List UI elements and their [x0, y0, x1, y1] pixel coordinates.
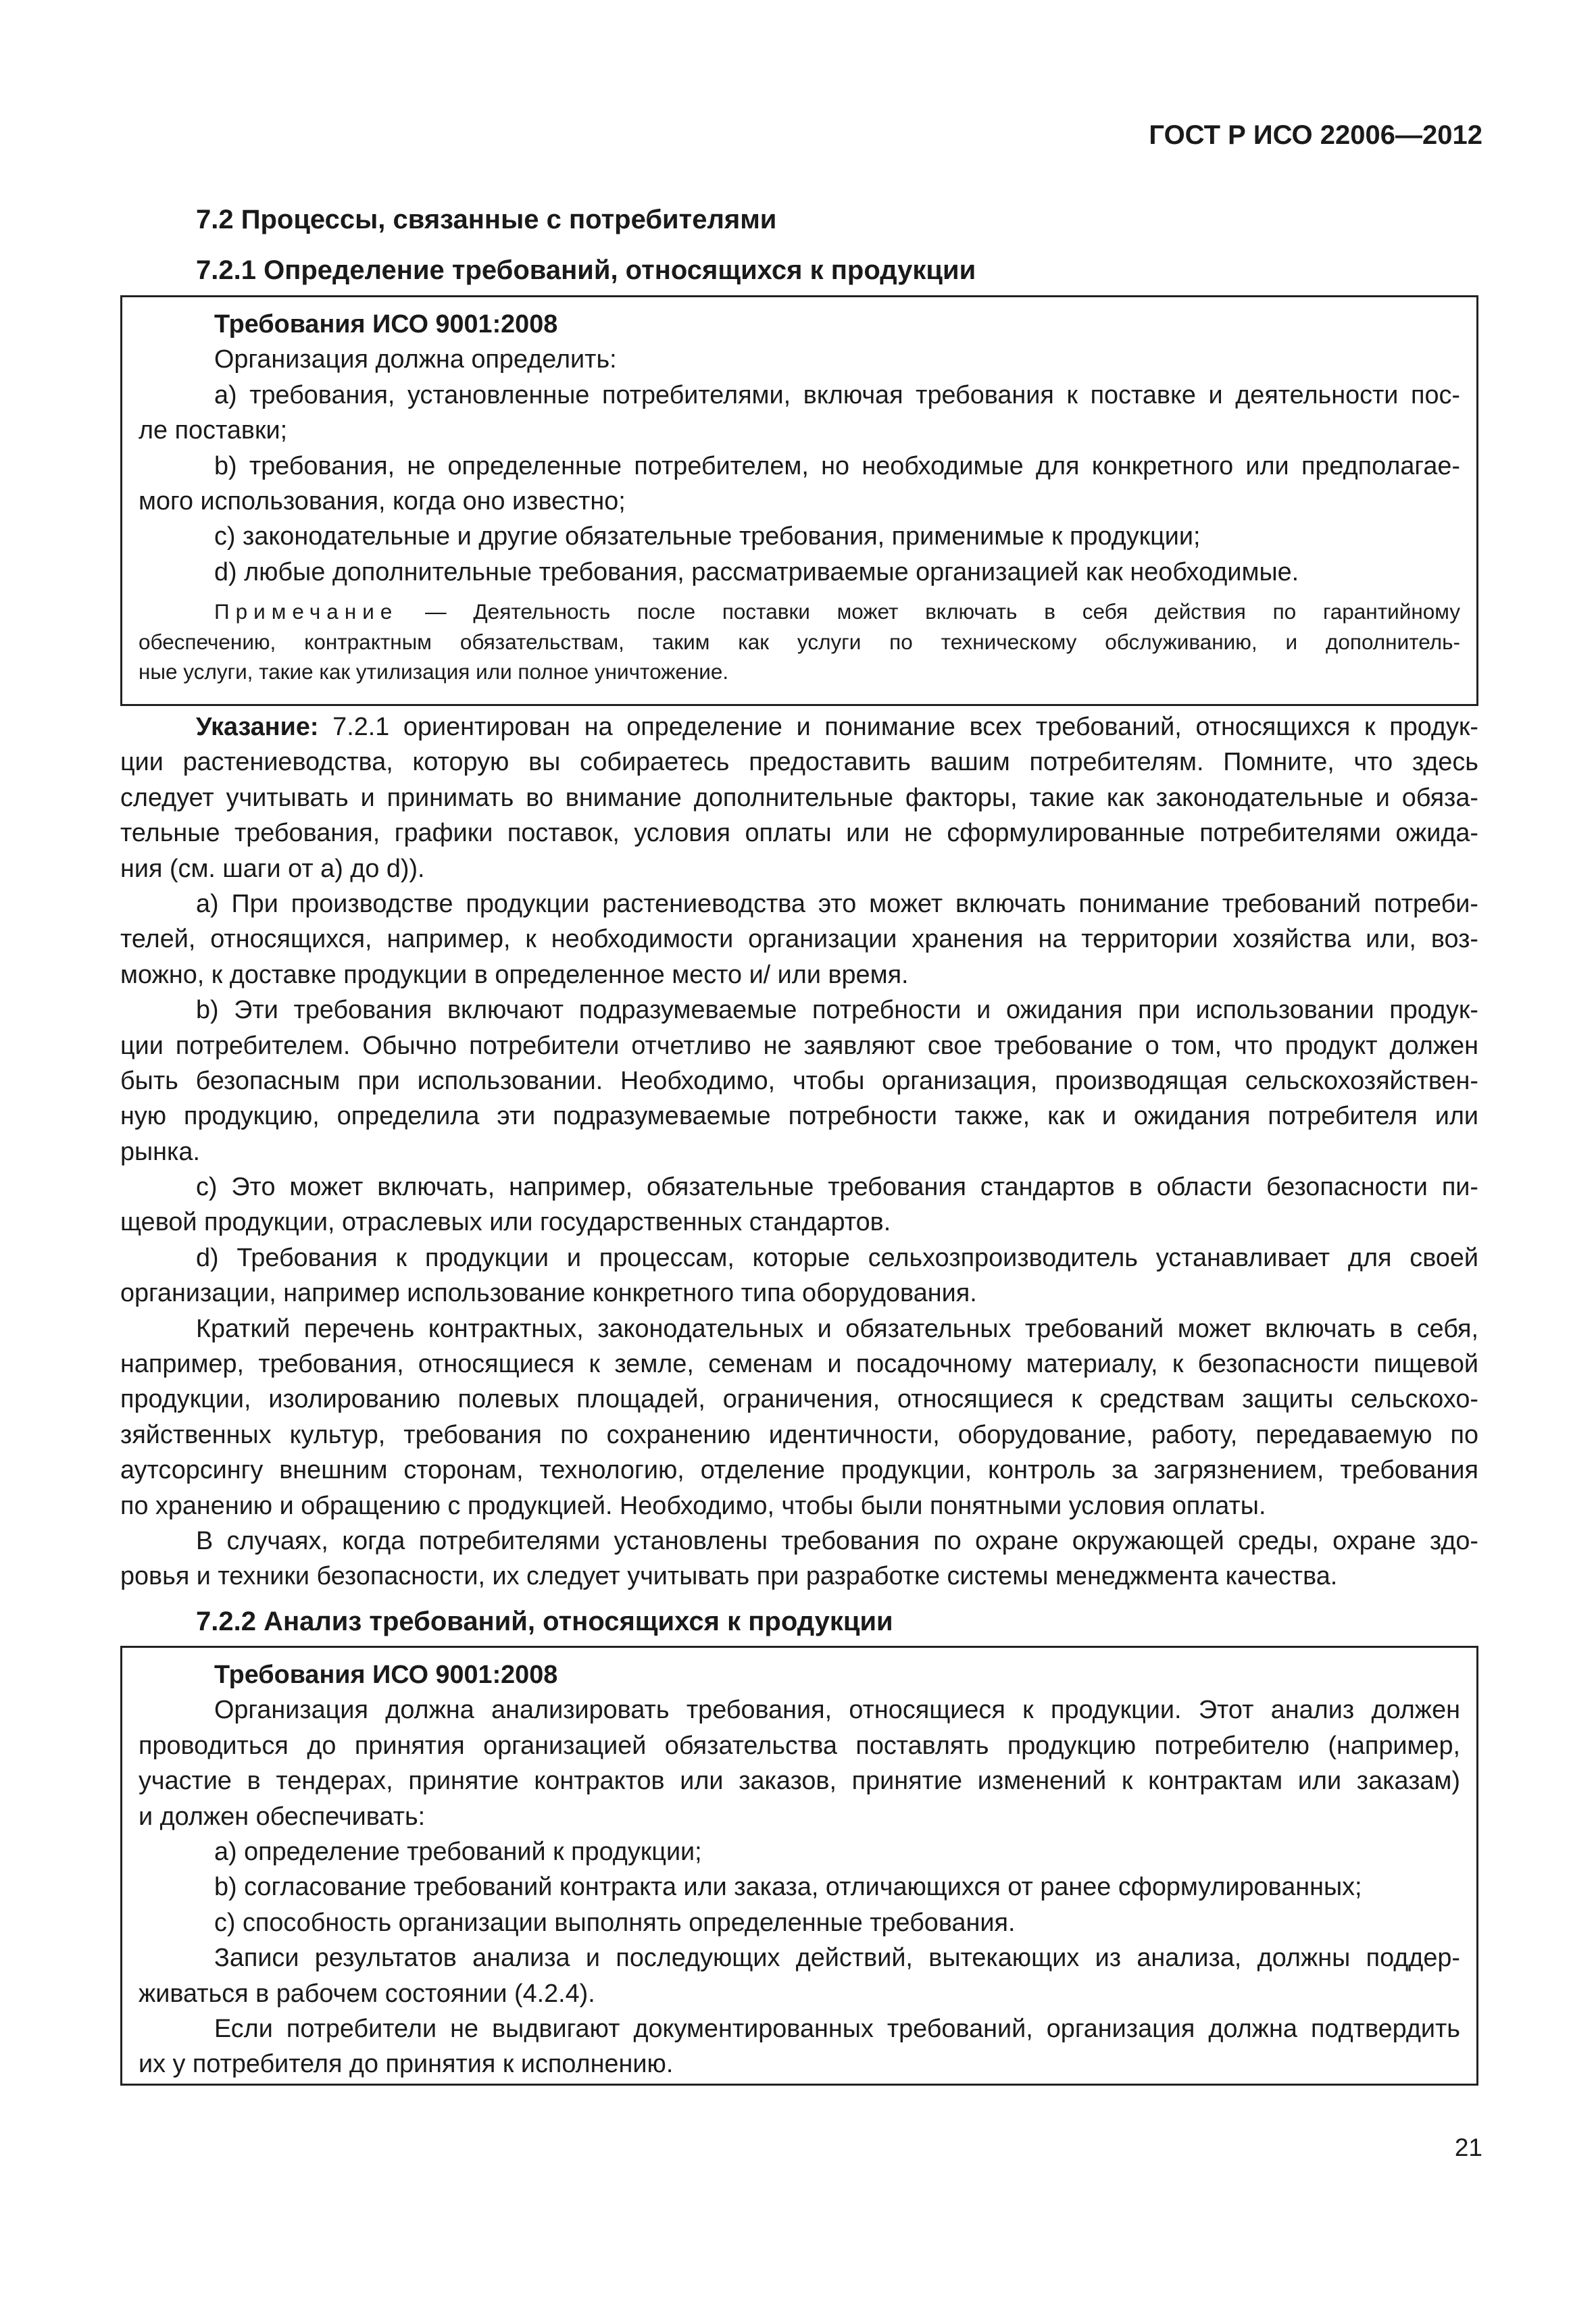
guidance-line: например, требования, относящиеся к земле, семенам и посадочному материалу, к безопасности пищевой — [120, 1350, 1478, 1379]
guidance-line: организации, например использование конкретного типа оборудования. — [120, 1279, 977, 1308]
guidance-line: ции растениеводства, которую вы собираетесь предоставить вашим потребителям. Помните, что здесь — [120, 748, 1478, 777]
box1-line: a) требования, установленные потребителями, включая требования к поставке и деятельности пос- — [214, 380, 1460, 409]
box2-line: участие в тендерах, принятие контрактов или заказов, принятие изменений к контрактам или заказам) — [139, 1767, 1460, 1796]
requirements-box-1 — [120, 295, 1478, 706]
guidance-line: тельные требования, графики поставок, условия оплаты или не сформулированные потребителями ожида- — [120, 819, 1478, 848]
box2-title: Требования ИСО 9001:2008 — [214, 1661, 558, 1689]
box2-line: c) способность организации выполнять определенные требования. — [214, 1908, 1016, 1937]
guidance-line: телей, относящихся, например, к необходимости организации хранения на территории хозяйства или, воз- — [120, 925, 1478, 954]
box1-note — [139, 597, 1460, 687]
guidance-line: быть безопасным при использовании. Необходимо, чтобы организация, производящая сельскохозяйствен- — [120, 1066, 1478, 1095]
guidance-line: d) Требования к продукции и процессам, которые сельхозпроизводитель устанавливает для своей — [196, 1243, 1478, 1272]
note-label: Примечание — [214, 599, 399, 624]
note-line: ные услуги, такие как утилизация или полное уничтожение. — [139, 659, 729, 684]
box1-line: Организация должна определить: — [214, 345, 617, 374]
box2-line: проводиться до принятия организацией обязательства поставлять продукцию потребителю (например, — [139, 1731, 1460, 1760]
box2-line: и должен обеспечивать: — [139, 1802, 426, 1831]
box1-line: ле поставки; — [139, 416, 288, 445]
box2-line: b) согласование требований контракта или заказа, отличающихся от ранее сформулированных; — [214, 1873, 1362, 1902]
guidance-line: c) Это может включать, например, обязательные требования стандартов в области безопасности пи- — [196, 1173, 1478, 1202]
guidance-text — [120, 709, 1478, 1594]
page-header: ГОСТ Р ИСО 22006—2012 — [1149, 120, 1482, 150]
guidance-line: продукции, изолированию полевых площадей, ограничения, относящиеся к средствам защиты сельскохо- — [120, 1385, 1478, 1414]
guidance-label: Указание: — [196, 713, 319, 741]
guidance-line: ную продукцию, определила эти подразумеваемые потребности также, как и ожидания потребителя или — [120, 1102, 1478, 1131]
note-line — [139, 597, 1460, 627]
note-line: обеспечению, контрактным обязательствам, таким как услуги по техническому обслуживанию, и дополнитель- — [139, 629, 1460, 654]
box1-title: Требования ИСО 9001:2008 — [214, 310, 558, 338]
guidance-line: b) Эти требования включают подразумеваемые потребности и ожидания при использовании продук- — [196, 996, 1478, 1025]
guidance-line: ции потребителем. Обычно потребители отчетливо не заявляют свое требование о том, что продукт должен — [120, 1031, 1478, 1060]
section-heading-7-2-2: 7.2.2 Анализ требований, относящихся к продукции — [196, 1607, 893, 1636]
box2-line: Записи результатов анализа и последующих действий, вытекающих из анализа, должны поддер- — [214, 1944, 1460, 1973]
guidance-line: a) При производстве продукции растениеводства это может включать понимание требований потреби- — [196, 889, 1478, 918]
box1-line: b) требования, не определенные потребителем, но необходимые для конкретного или предполагае- — [214, 451, 1460, 480]
box1-line: c) законодательные и другие обязательные требования, применимые к продукции; — [214, 522, 1201, 551]
section-heading-7-2-1: 7.2.1 Определение требований, относящихся к продукции — [196, 255, 976, 285]
box1-line: мого использования, когда оно известно; — [139, 486, 626, 515]
guidance-line: Краткий перечень контрактных, законодательных и обязательных требований может включать в себя, — [196, 1314, 1478, 1343]
requirements-box-2 — [120, 1646, 1478, 2086]
box2-line: живаться в рабочем состоянии (4.2.4). — [139, 1979, 595, 2008]
guidance-line: ния (см. шаги от а) до d)). — [120, 854, 425, 883]
guidance-line: можно, к доставке продукции в определенное место и/ или время. — [120, 960, 909, 989]
guidance-line: ровья и техники безопасности, их следует учитывать при разработке системы менеджмента качества. — [120, 1562, 1338, 1591]
box2-line: их у потребителя до принятия к исполнению. — [139, 2050, 674, 2079]
guidance-line: рынка. — [120, 1137, 200, 1166]
box1-line: d) любые дополнительные требования, рассматриваемые организацией как необходимые. — [214, 557, 1299, 586]
guidance-line: В случаях, когда потребителями установлены требования по охране окружающей среды, охране здо- — [196, 1526, 1478, 1555]
guidance-line: зяйственных культур, требования по сохранению идентичности, оборудование, работу, передаваемую по — [120, 1420, 1478, 1449]
guidance-line: Указание: 7.2.1 ориентирован на определение и понимание всех требований, относящихся к продук- — [196, 713, 1478, 741]
document-page — [120, 0, 1482, 2314]
box2-line: a) определение требований к продукции; — [214, 1837, 702, 1866]
page-number: 21 — [1454, 2134, 1482, 2161]
guidance-line: по хранению и обращению с продукцией. Необходимо, чтобы были понятными условия оплаты. — [120, 1491, 1266, 1520]
box2-line: Если потребители не выдвигают документированных требований, организация должна подтвердить — [214, 2014, 1460, 2043]
box2-line: Организация должна анализировать требования, относящиеся к продукции. Этот анализ должен — [214, 1696, 1460, 1725]
guidance-line: щевой продукции, отраслевых или государственных стандартов. — [120, 1208, 891, 1237]
note-text: — Деятельность после поставки может включать в себя действия по гарантийному — [425, 599, 1460, 624]
section-heading-7-2: 7.2 Процессы, связанные с потребителями — [196, 205, 777, 234]
guidance-line: следует учитывать и принимать во внимание дополнительные факторы, такие как законодательные и обяза- — [120, 783, 1478, 812]
guidance-line: аутсорсингу внешним сторонам, технологию, отделение продукции, контроль за загрязнением, требования — [120, 1456, 1478, 1485]
